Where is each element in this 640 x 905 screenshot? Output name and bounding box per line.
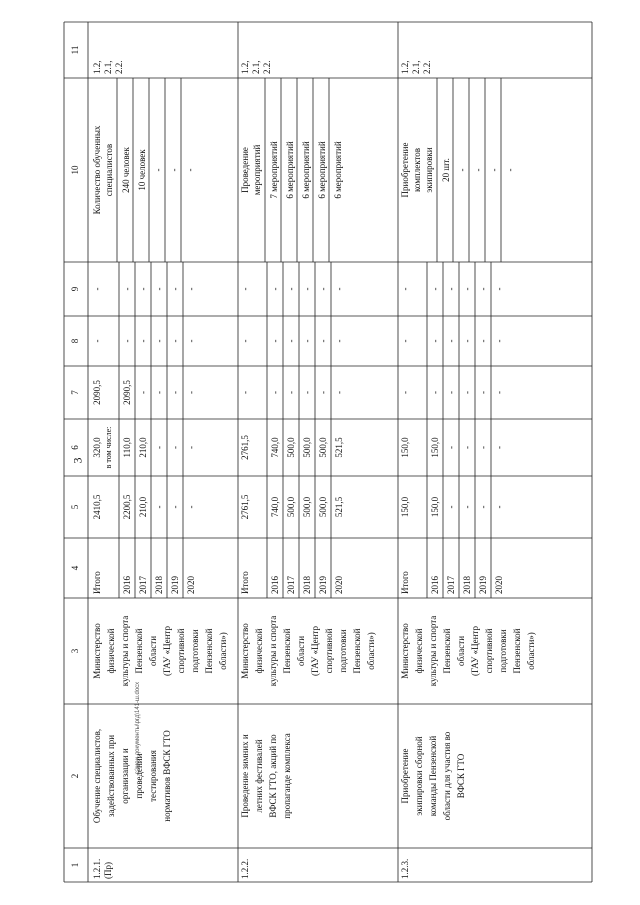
linked-goal: 2.1, [251, 60, 261, 74]
amount-total: 740,0 [270, 496, 280, 518]
amount-extra: - [302, 391, 312, 394]
amount-extra: - [334, 391, 344, 394]
amount-col9: - [430, 287, 440, 291]
row-id: 1.2.3. [400, 858, 410, 879]
amount-col9: - [154, 287, 164, 291]
year-label: 2017 [286, 576, 296, 594]
executor-name: области») [366, 632, 376, 670]
indicator-value: 6 мероприятий [301, 141, 311, 199]
column-number-7: 7 [70, 390, 80, 395]
executor-name: Пензенской [442, 628, 452, 674]
activity-name: нормативов ВФСК ГТО [162, 730, 172, 822]
amount-extra: 2090,5 [92, 380, 102, 405]
amount-col8: - [494, 339, 504, 343]
executor-name: области [456, 635, 466, 667]
row-id: 1.2.1. [92, 858, 102, 879]
linked-goal: 2.1, [103, 60, 113, 74]
amount-regional: 150,0 [430, 437, 440, 458]
year-label: 2018 [462, 576, 472, 594]
amount-extra: - [446, 391, 456, 394]
amount-extra: - [170, 391, 180, 394]
executor-name: области») [218, 632, 228, 670]
executor-name: (ГАУ «Центр [470, 626, 480, 676]
indicator-value: 6 мероприятий [285, 141, 295, 199]
executor-name: физической [106, 628, 116, 674]
column-number-6: 6 [70, 445, 80, 450]
amount-extra: - [400, 391, 410, 394]
row-id: 1.2.2. [240, 858, 250, 879]
indicator-value: - [457, 168, 467, 172]
column-number-3: 3 [70, 648, 80, 654]
linked-goal: 2.2. [114, 60, 124, 74]
amount-regional: - [478, 446, 488, 449]
column-number-9: 9 [70, 286, 80, 292]
amount-extra: - [478, 391, 488, 394]
amount-regional: 150,0 [400, 437, 410, 458]
amount-col8: - [400, 339, 410, 343]
indicator-value: - [489, 168, 499, 172]
amount-col8: - [478, 339, 488, 343]
amount-total: 521,5 [334, 496, 344, 518]
amount-col8: - [318, 339, 328, 343]
amount-col9: - [186, 287, 196, 291]
executor-name: Пензенской [352, 628, 362, 674]
executor-name: подготовки [338, 629, 348, 673]
amount-regional: 740,0 [270, 437, 280, 458]
indicator-value: 240 человек [121, 147, 131, 193]
column-number-10: 10 [70, 165, 80, 175]
amount-regional: - [446, 446, 456, 449]
executor-name: физической [414, 628, 424, 674]
amount-total: 2410,5 [92, 494, 102, 520]
executor-name: Пензенской [512, 628, 522, 674]
amount-col8: - [186, 339, 196, 343]
amount-total: - [446, 505, 456, 509]
amount-regional: 500,0 [286, 437, 296, 458]
amount-col9: - [478, 287, 488, 291]
amount-regional: 210,0 [138, 437, 148, 458]
amount-col8: - [92, 339, 102, 343]
activity-name: проведении [134, 753, 144, 799]
indicator-value: 10 человек [137, 149, 147, 191]
executor-name: Пензенской [134, 628, 144, 674]
amount-col8: - [446, 339, 456, 343]
year-label: 2019 [170, 576, 180, 594]
linked-goal: 2.2. [262, 60, 272, 74]
amount-extra: 2090,5 [122, 380, 132, 405]
amount-regional: 110,0 [122, 437, 132, 458]
amount-col8: - [286, 339, 296, 343]
table-row-1 [92, 61, 228, 880]
amount-total: - [478, 505, 488, 509]
amount-col8: - [122, 339, 132, 343]
column-number-4: 4 [70, 565, 80, 571]
executor-name: подготовки [498, 629, 508, 673]
linked-goal: 2.2. [422, 60, 432, 74]
amount-col8: - [302, 339, 312, 343]
page-number: 3 [70, 457, 85, 464]
executor-name: Пензенской [204, 628, 214, 674]
amount-col9: - [92, 287, 102, 291]
amount-regional: - [186, 446, 196, 449]
activity-name: задействованных при [106, 734, 116, 818]
amount-total: 210,0 [138, 496, 148, 518]
executor-name: физической [254, 628, 264, 674]
activity-name: области для участия во [442, 731, 452, 821]
indicator-value: - [185, 168, 195, 172]
executor-name: спортивной [176, 628, 186, 674]
indicator-name: мероприятий [252, 144, 262, 196]
activity-name: экипировки сборной [414, 736, 424, 816]
amount-col9: - [334, 287, 344, 291]
amount-regional: - [494, 446, 504, 449]
executor-name: культуры и спорта [268, 615, 278, 687]
activity-name: пропаганде комплекса [282, 733, 292, 819]
amount-regional: 320,0 [92, 437, 102, 458]
year-label: Итого [400, 571, 410, 594]
amount-extra: - [186, 391, 196, 394]
amount-extra: - [430, 391, 440, 394]
amount-regional: 500,0 [318, 437, 328, 458]
executor-name: спортивной [324, 628, 334, 674]
activity-name: летних фестивалей [254, 739, 264, 813]
year-label: 2020 [334, 576, 344, 594]
indicator-value: - [153, 168, 163, 172]
footer-file-path: c:\мои документы\ргд\141-ш.docx [135, 681, 142, 775]
year-label: 2020 [186, 576, 196, 594]
amount-col8: - [270, 339, 280, 343]
indicator-name: экипировки [424, 147, 434, 193]
indicator-name: специалистов [104, 143, 114, 197]
column-number-8: 8 [70, 338, 80, 344]
year-label: Итого [92, 571, 102, 594]
amount-col8: - [430, 339, 440, 343]
amount-regional: 2761,5 [240, 435, 250, 460]
indicator-name: Приобретение [400, 142, 410, 198]
activity-name: организации и [120, 748, 130, 804]
amount-col9: - [446, 287, 456, 291]
year-label: 2016 [270, 576, 280, 594]
executor-name: области») [526, 632, 536, 670]
activity-name: команды Пензенской [428, 735, 438, 817]
table-row-3 [400, 61, 536, 880]
amount-col9: - [318, 287, 328, 291]
column-number-5: 5 [70, 504, 80, 510]
column-number-2: 2 [70, 773, 80, 779]
executor-name: области [296, 635, 306, 667]
amount-extra: - [494, 391, 504, 394]
table-row-2 [240, 61, 376, 880]
indicator-name: комплектов [412, 147, 422, 193]
amount-col9: - [122, 287, 132, 291]
amount-extra: - [270, 391, 280, 394]
year-label: 2019 [478, 576, 488, 594]
year-label: 2017 [446, 576, 456, 594]
amount-col8: - [154, 339, 164, 343]
linked-goal: 1.2, [400, 60, 410, 74]
executor-name: (ГАУ «Центр [310, 626, 320, 676]
amount-col8: - [240, 339, 250, 343]
year-label: 2017 [138, 576, 148, 594]
indicator-value: - [169, 168, 179, 172]
amount-extra: - [154, 391, 164, 394]
amount-col9: - [462, 287, 472, 291]
executor-name: области [148, 635, 158, 667]
amount-col9: - [170, 287, 180, 291]
amount-total: 2761,5 [240, 494, 250, 520]
amount-col8: - [138, 339, 148, 343]
amount-total: 2200,5 [122, 494, 132, 520]
amount-extra: - [318, 391, 328, 394]
in-total-note: в том числе: [104, 426, 113, 469]
amount-total: 150,0 [400, 496, 410, 518]
year-label: 2018 [302, 576, 312, 594]
amount-col8: - [334, 339, 344, 343]
amount-extra: - [240, 391, 250, 394]
indicator-value: - [505, 168, 515, 172]
amount-col9: - [138, 287, 148, 291]
amount-col9: - [286, 287, 296, 291]
indicator-name: Количество обученных [92, 125, 102, 215]
executor-name: (ГАУ «Центр [162, 626, 172, 676]
year-label: 2018 [154, 576, 164, 594]
amount-regional: - [462, 446, 472, 449]
activity-name: ВФСК ГТО [456, 753, 466, 799]
amount-extra: - [138, 391, 148, 394]
executor-name: Пензенской [282, 628, 292, 674]
amount-regional: 500,0 [302, 437, 312, 458]
activity-name: Проведение зимних и [240, 734, 250, 818]
linked-goal: 1.2, [92, 60, 102, 74]
amount-regional: - [170, 446, 180, 449]
activity-name: Обучение специалистов, [92, 728, 102, 824]
year-label: 2019 [318, 576, 328, 594]
amount-extra: - [462, 391, 472, 394]
executor-name: подготовки [190, 629, 200, 673]
amount-col8: - [170, 339, 180, 343]
amount-total: 500,0 [318, 496, 328, 518]
amount-col9: - [240, 287, 250, 291]
amount-total: 150,0 [430, 496, 440, 518]
table-rotated [64, 22, 592, 882]
amount-col8: - [462, 339, 472, 343]
column-number-11: 11 [70, 45, 80, 55]
amount-col9: - [494, 287, 504, 291]
row-id: (Пр) [103, 862, 113, 879]
amount-total: 500,0 [286, 496, 296, 518]
activity-name: тестирования [148, 750, 158, 802]
activity-name: ВФСК ГТО, акций по [268, 734, 278, 818]
amount-extra: - [286, 391, 296, 394]
amount-total: - [154, 505, 164, 509]
executor-name: Министерство [92, 623, 102, 679]
activity-name: Приобретение [400, 748, 410, 804]
amount-total: - [186, 505, 196, 509]
indicator-value: 6 мероприятий [333, 141, 343, 199]
year-label: 2016 [430, 576, 440, 594]
executor-name: спортивной [484, 628, 494, 674]
linked-goal: 2.1, [411, 60, 421, 74]
amount-total: - [170, 505, 180, 509]
amount-total: 500,0 [302, 496, 312, 518]
linked-goal: 1.2, [240, 60, 250, 74]
indicator-name: Проведение [240, 147, 250, 193]
indicator-value: - [473, 168, 483, 172]
amount-col9: - [270, 287, 280, 291]
executor-name: культуры и спорта [120, 615, 130, 687]
year-label: Итого [240, 571, 250, 594]
amount-regional: - [154, 446, 164, 449]
indicator-value: 6 мероприятий [317, 141, 327, 199]
column-number-1: 1 [70, 862, 80, 868]
year-label: 2020 [494, 576, 504, 594]
amount-total: - [462, 505, 472, 509]
amount-regional: 521,5 [334, 437, 344, 458]
executor-name: Министерство [400, 623, 410, 679]
indicator-value: 20 шт. [441, 158, 451, 182]
indicator-value: 7 мероприятий [269, 141, 279, 199]
year-label: 2016 [122, 576, 132, 594]
amount-col9: - [302, 287, 312, 291]
executor-name: Министерство [240, 623, 250, 679]
amount-total: - [494, 505, 504, 509]
executor-name: культуры и спорта [428, 615, 438, 687]
amount-col9: - [400, 287, 410, 291]
